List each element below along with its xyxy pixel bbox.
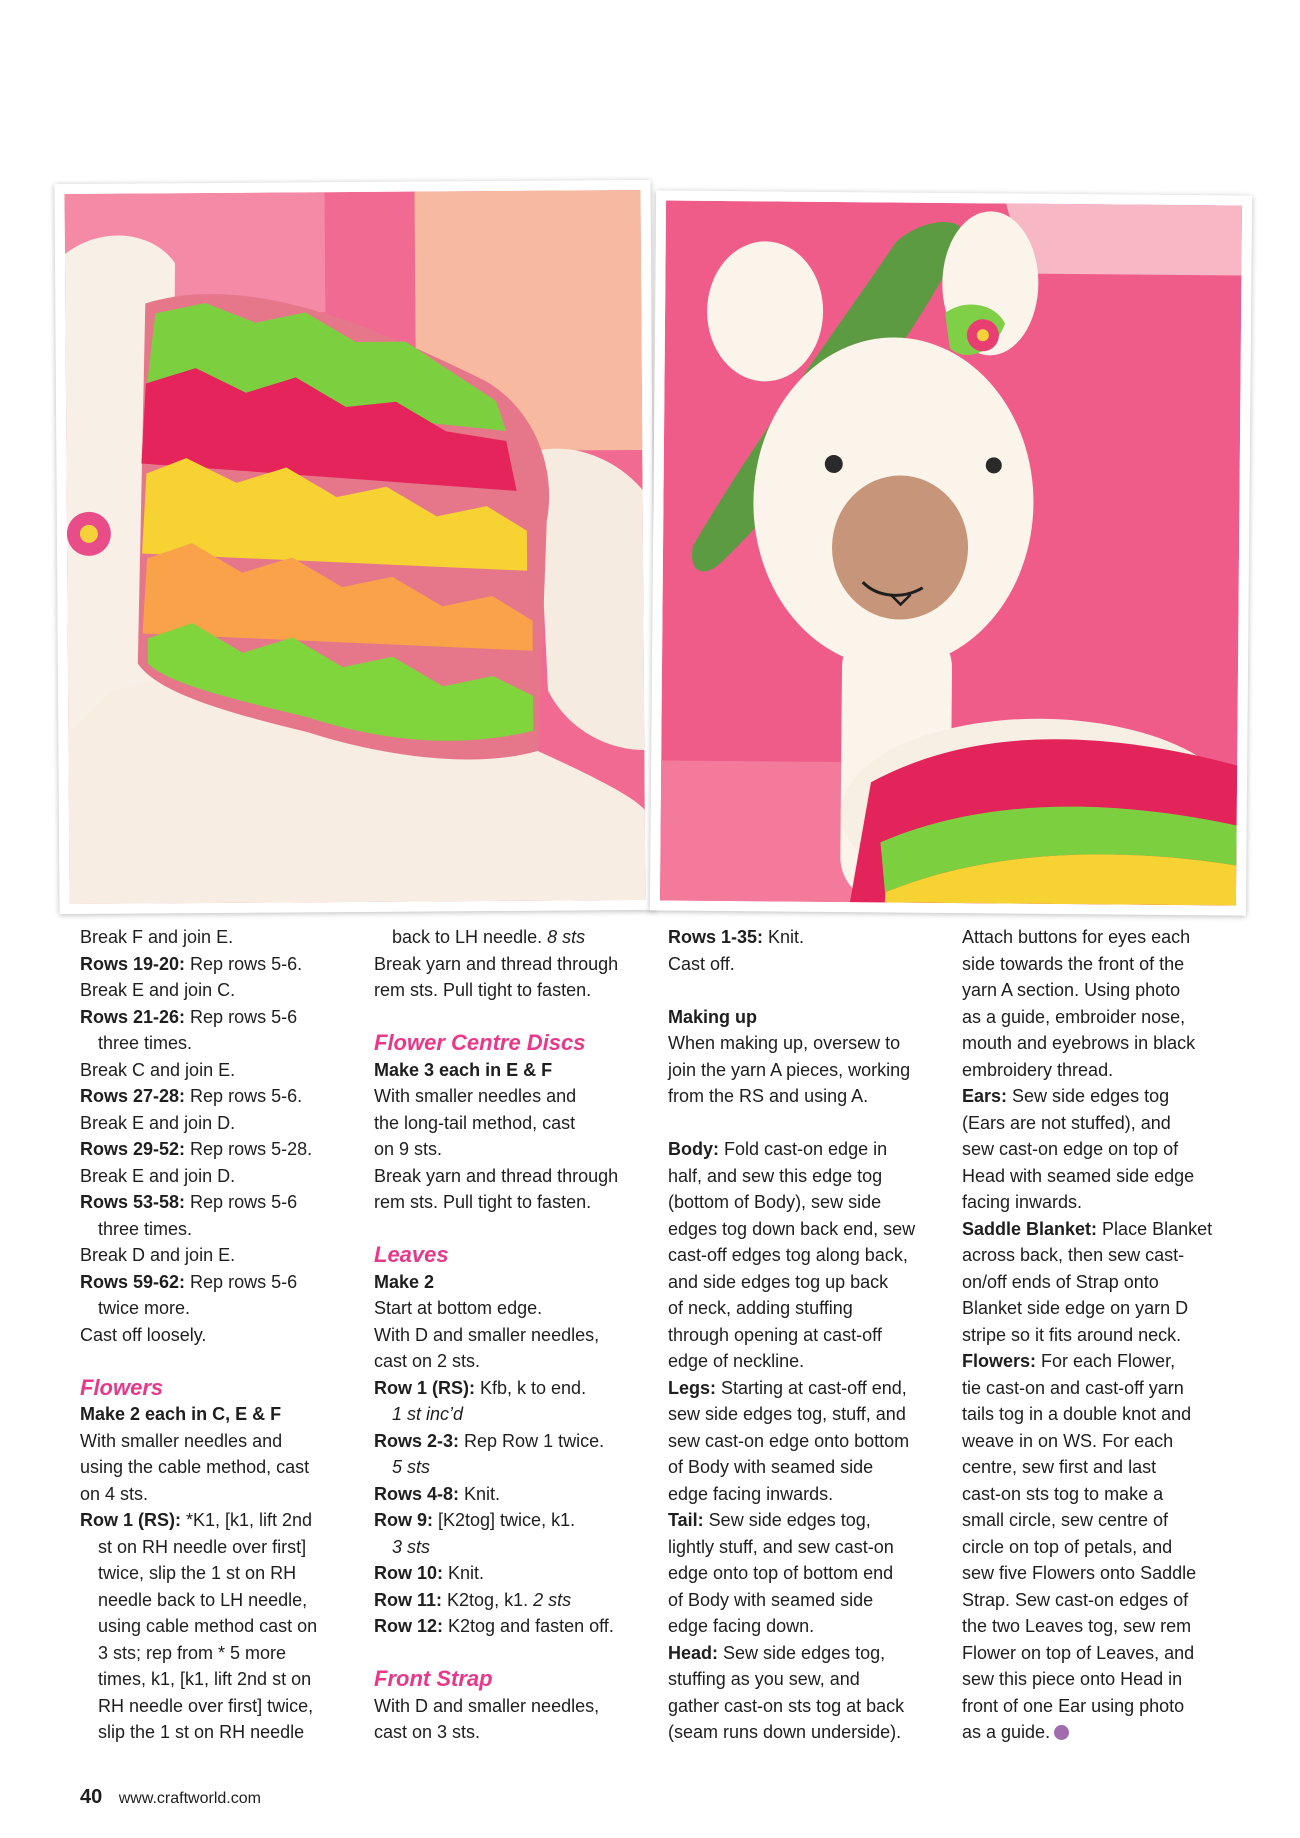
- instruction-row: Ears: Sew side edges tog: [962, 1086, 1170, 1106]
- text-line: With D and smaller needles,: [374, 1695, 600, 1716]
- text-line: RH needle over first] twice,: [98, 1695, 314, 1716]
- saddle-blanket-illustration: [65, 190, 646, 904]
- text-line: small circle, sew centre of: [962, 1510, 1169, 1530]
- text-line: front of one Ear using photo: [962, 1695, 1185, 1716]
- section-heading-flower-centre-discs: Flower Centre Discs: [374, 1030, 586, 1055]
- llama-head-photo: [650, 190, 1252, 915]
- text-line: embroidery thread.: [962, 1059, 1114, 1080]
- instruction-row: Rows 27-28: Rep rows 5-6.: [80, 1086, 303, 1106]
- text-line: rem sts. Pull tight to fasten.: [374, 980, 592, 1000]
- text-line: With smaller needles and: [80, 1430, 283, 1451]
- instruction-row: Flowers: For each Flower,: [962, 1351, 1176, 1371]
- llama-head-illustration: [660, 201, 1242, 906]
- instruction-row: Row 12: K2tog and fasten off.: [374, 1616, 614, 1636]
- text-line: on/off ends of Strap onto: [962, 1271, 1159, 1292]
- text-line: as a guide.: [962, 1719, 1234, 1746]
- text-line: mouth and eyebrows in black: [962, 1033, 1196, 1053]
- section-heading-flowers: Flowers: [80, 1374, 164, 1400]
- text-line: tie cast-on and cast-off yarn: [962, 1377, 1184, 1398]
- page-number: 40: [80, 1786, 103, 1808]
- website-url: www.craftworld.com: [118, 1790, 261, 1807]
- text-line: back to LH needle. 8 sts: [392, 927, 586, 947]
- text-line: Break F and join E.: [80, 927, 234, 947]
- text-line: (seam runs down underside).: [668, 1722, 902, 1742]
- text-line: cast on 2 sts.: [374, 1351, 481, 1371]
- text-line: Break C and join E.: [80, 1059, 236, 1080]
- instruction-row: Rows 21-26: Rep rows 5-6: [80, 1006, 298, 1027]
- text-line: (bottom of Body), sew side: [668, 1192, 882, 1212]
- text-line: Strap. Sew cast-on edges of: [962, 1589, 1189, 1610]
- text-line: With smaller needles and: [374, 1086, 577, 1106]
- text-line: Break E and join C.: [80, 980, 236, 1000]
- text-line: facing inwards.: [962, 1192, 1083, 1212]
- text-line: of neck, adding stuffing: [668, 1298, 853, 1318]
- text-line: Attach buttons for eyes each: [962, 927, 1191, 947]
- text-line: as a guide, embroider nose,: [962, 1006, 1186, 1027]
- column-4: [962, 924, 1234, 1746]
- text-line: of Body with seamed side: [668, 1589, 874, 1610]
- subheading: Make 2 each in C, E & F: [80, 1404, 282, 1424]
- text-line: stripe so it fits around neck.: [962, 1324, 1182, 1345]
- text-line: cast-off edges tog along back,: [668, 1245, 908, 1265]
- text-line: side towards the front of the: [962, 953, 1185, 974]
- instruction-row: Rows 59-62: Rep rows 5-6: [80, 1271, 298, 1292]
- text-line: edge facing inwards.: [668, 1483, 834, 1504]
- text-line: join the yarn A pieces, working: [668, 1059, 911, 1080]
- text-line: weave in on WS. For each: [962, 1430, 1174, 1451]
- text-line: gather cast-on sts tog at back: [668, 1695, 905, 1716]
- column-3: [668, 924, 940, 1746]
- text-line: Break E and join D.: [80, 1112, 236, 1133]
- text-line: sew cast-on edge on top of: [962, 1139, 1179, 1159]
- text-line: centre, sew first and last: [962, 1457, 1157, 1477]
- instruction-row: Row 1 (RS): Kfb, k to end.: [374, 1377, 587, 1398]
- text-line: twice more.: [98, 1298, 191, 1318]
- text-line: on 4 sts.: [80, 1483, 149, 1504]
- text-line: tails tog in a double knot and: [962, 1404, 1192, 1424]
- instruction-row: Head: Sew side edges tog,: [668, 1642, 886, 1663]
- text-line: Break E and join D.: [80, 1165, 236, 1186]
- text-line: Blanket side edge on yarn D: [962, 1298, 1189, 1318]
- subheading: Make 3 each in E & F: [374, 1059, 553, 1080]
- text-line: Cast off loosely.: [80, 1324, 207, 1345]
- text-line: (Ears are not stuffed), and: [962, 1112, 1171, 1133]
- text-line: edge facing down.: [668, 1616, 815, 1636]
- text-line: three times.: [98, 1218, 193, 1239]
- text-line: times, k1, [k1, lift 2nd st on: [98, 1669, 312, 1689]
- instruction-row: Rows 53-58: Rep rows 5-6: [80, 1192, 298, 1212]
- subheading-making-up: Making up: [668, 1006, 757, 1027]
- text-line: Head with seamed side edge: [962, 1165, 1195, 1186]
- instruction-row: Saddle Blanket: Place Blanket: [962, 1218, 1213, 1239]
- text-line: edge onto top of bottom end: [668, 1563, 894, 1583]
- text-line: cast-on sts tog to make a: [962, 1483, 1164, 1504]
- text-line: Break D and join E.: [80, 1245, 236, 1265]
- text-line: sew five Flowers onto Saddle: [962, 1563, 1197, 1583]
- stitch-count: 5 sts: [392, 1457, 431, 1477]
- text-line: from the RS and using A.: [668, 1086, 869, 1106]
- instruction-row: Tail: Sew side edges tog,: [668, 1510, 871, 1530]
- instruction-row: Rows 4-8: Knit.: [374, 1483, 501, 1504]
- column-1: [80, 924, 352, 1746]
- text-line: 3 sts; rep from * 5 more: [98, 1642, 287, 1663]
- text-line: circle on top of petals, and: [962, 1536, 1173, 1557]
- instruction-row: Row 11: K2tog, k1. 2 sts: [374, 1589, 572, 1610]
- instruction-row: Row 1 (RS): *K1, [k1, lift 2nd: [80, 1510, 313, 1530]
- text-line: Start at bottom edge.: [374, 1298, 543, 1318]
- text-line: using the cable method, cast: [80, 1457, 310, 1477]
- text-line: Cast off.: [668, 953, 735, 974]
- text-line: cast on 3 sts.: [374, 1722, 481, 1742]
- instruction-row: Legs: Starting at cast-off end,: [668, 1377, 907, 1398]
- text-line: Break yarn and thread through: [374, 953, 619, 974]
- text-line: With D and smaller needles,: [374, 1324, 600, 1345]
- text-line: the long-tail method, cast: [374, 1112, 576, 1133]
- text-line: sew this piece onto Head in: [962, 1669, 1183, 1689]
- text-line: stuffing as you sew, and: [668, 1669, 860, 1689]
- page-footer: [80, 1786, 261, 1809]
- text-line: across back, then sew cast-: [962, 1245, 1185, 1265]
- text-line: using cable method cast on: [98, 1616, 318, 1636]
- text-line: yarn A section. Using photo: [962, 980, 1181, 1000]
- text-line: on 9 sts.: [374, 1139, 443, 1159]
- text-line: twice, slip the 1 st on RH: [98, 1563, 297, 1583]
- instruction-row: Body: Fold cast-on edge in: [668, 1139, 888, 1159]
- stitch-count: 3 sts: [392, 1536, 431, 1557]
- column-2: [374, 924, 646, 1746]
- instruction-row: Rows 19-20: Rep rows 5-6.: [80, 953, 303, 974]
- text-line: half, and sew this edge tog: [668, 1165, 883, 1186]
- text-line: three times.: [98, 1033, 193, 1053]
- section-heading-front-strap: Front Strap: [374, 1666, 493, 1691]
- text-line: st on RH needle over first]: [98, 1536, 307, 1557]
- text-line: and side edges tog up back: [668, 1271, 889, 1292]
- text-line: edge of neckline.: [668, 1351, 805, 1371]
- text-line: sew side edges tog, stuff, and: [668, 1404, 906, 1424]
- text-line: slip the 1 st on RH needle: [98, 1722, 305, 1742]
- saddle-blanket-photo: [54, 180, 655, 914]
- text-line: Break yarn and thread through: [374, 1165, 619, 1186]
- instruction-row: Rows 1-35: Knit.: [668, 927, 805, 947]
- text-line: needle back to LH needle,: [98, 1589, 308, 1610]
- text-line: of Body with seamed side: [668, 1457, 874, 1477]
- text-line: rem sts. Pull tight to fasten.: [374, 1192, 592, 1212]
- instruction-row: Rows 29-52: Rep rows 5-28.: [80, 1139, 313, 1159]
- instruction-row: Rows 2-3: Rep Row 1 twice.: [374, 1430, 605, 1451]
- text-line: sew cast-on edge onto bottom: [668, 1430, 910, 1451]
- text-line: When making up, oversew to: [668, 1033, 901, 1053]
- stitch-count: 1 st inc’d: [392, 1404, 464, 1424]
- text-line: edges tog down back end, sew: [668, 1218, 916, 1239]
- instruction-row: Row 9: [K2tog] twice, k1.: [374, 1510, 576, 1530]
- instruction-row: Row 10: Knit.: [374, 1563, 485, 1583]
- yarn-ball-end-icon: [1054, 1725, 1069, 1740]
- text-line: Flower on top of Leaves, and: [962, 1642, 1195, 1663]
- text-line: through opening at cast-off: [668, 1324, 882, 1345]
- subheading: Make 2: [374, 1271, 435, 1292]
- section-heading-leaves: Leaves: [374, 1242, 449, 1267]
- text-line: lightly stuff, and sew cast-on: [668, 1536, 894, 1557]
- text-line: the two Leaves tog, sew rem: [962, 1616, 1192, 1636]
